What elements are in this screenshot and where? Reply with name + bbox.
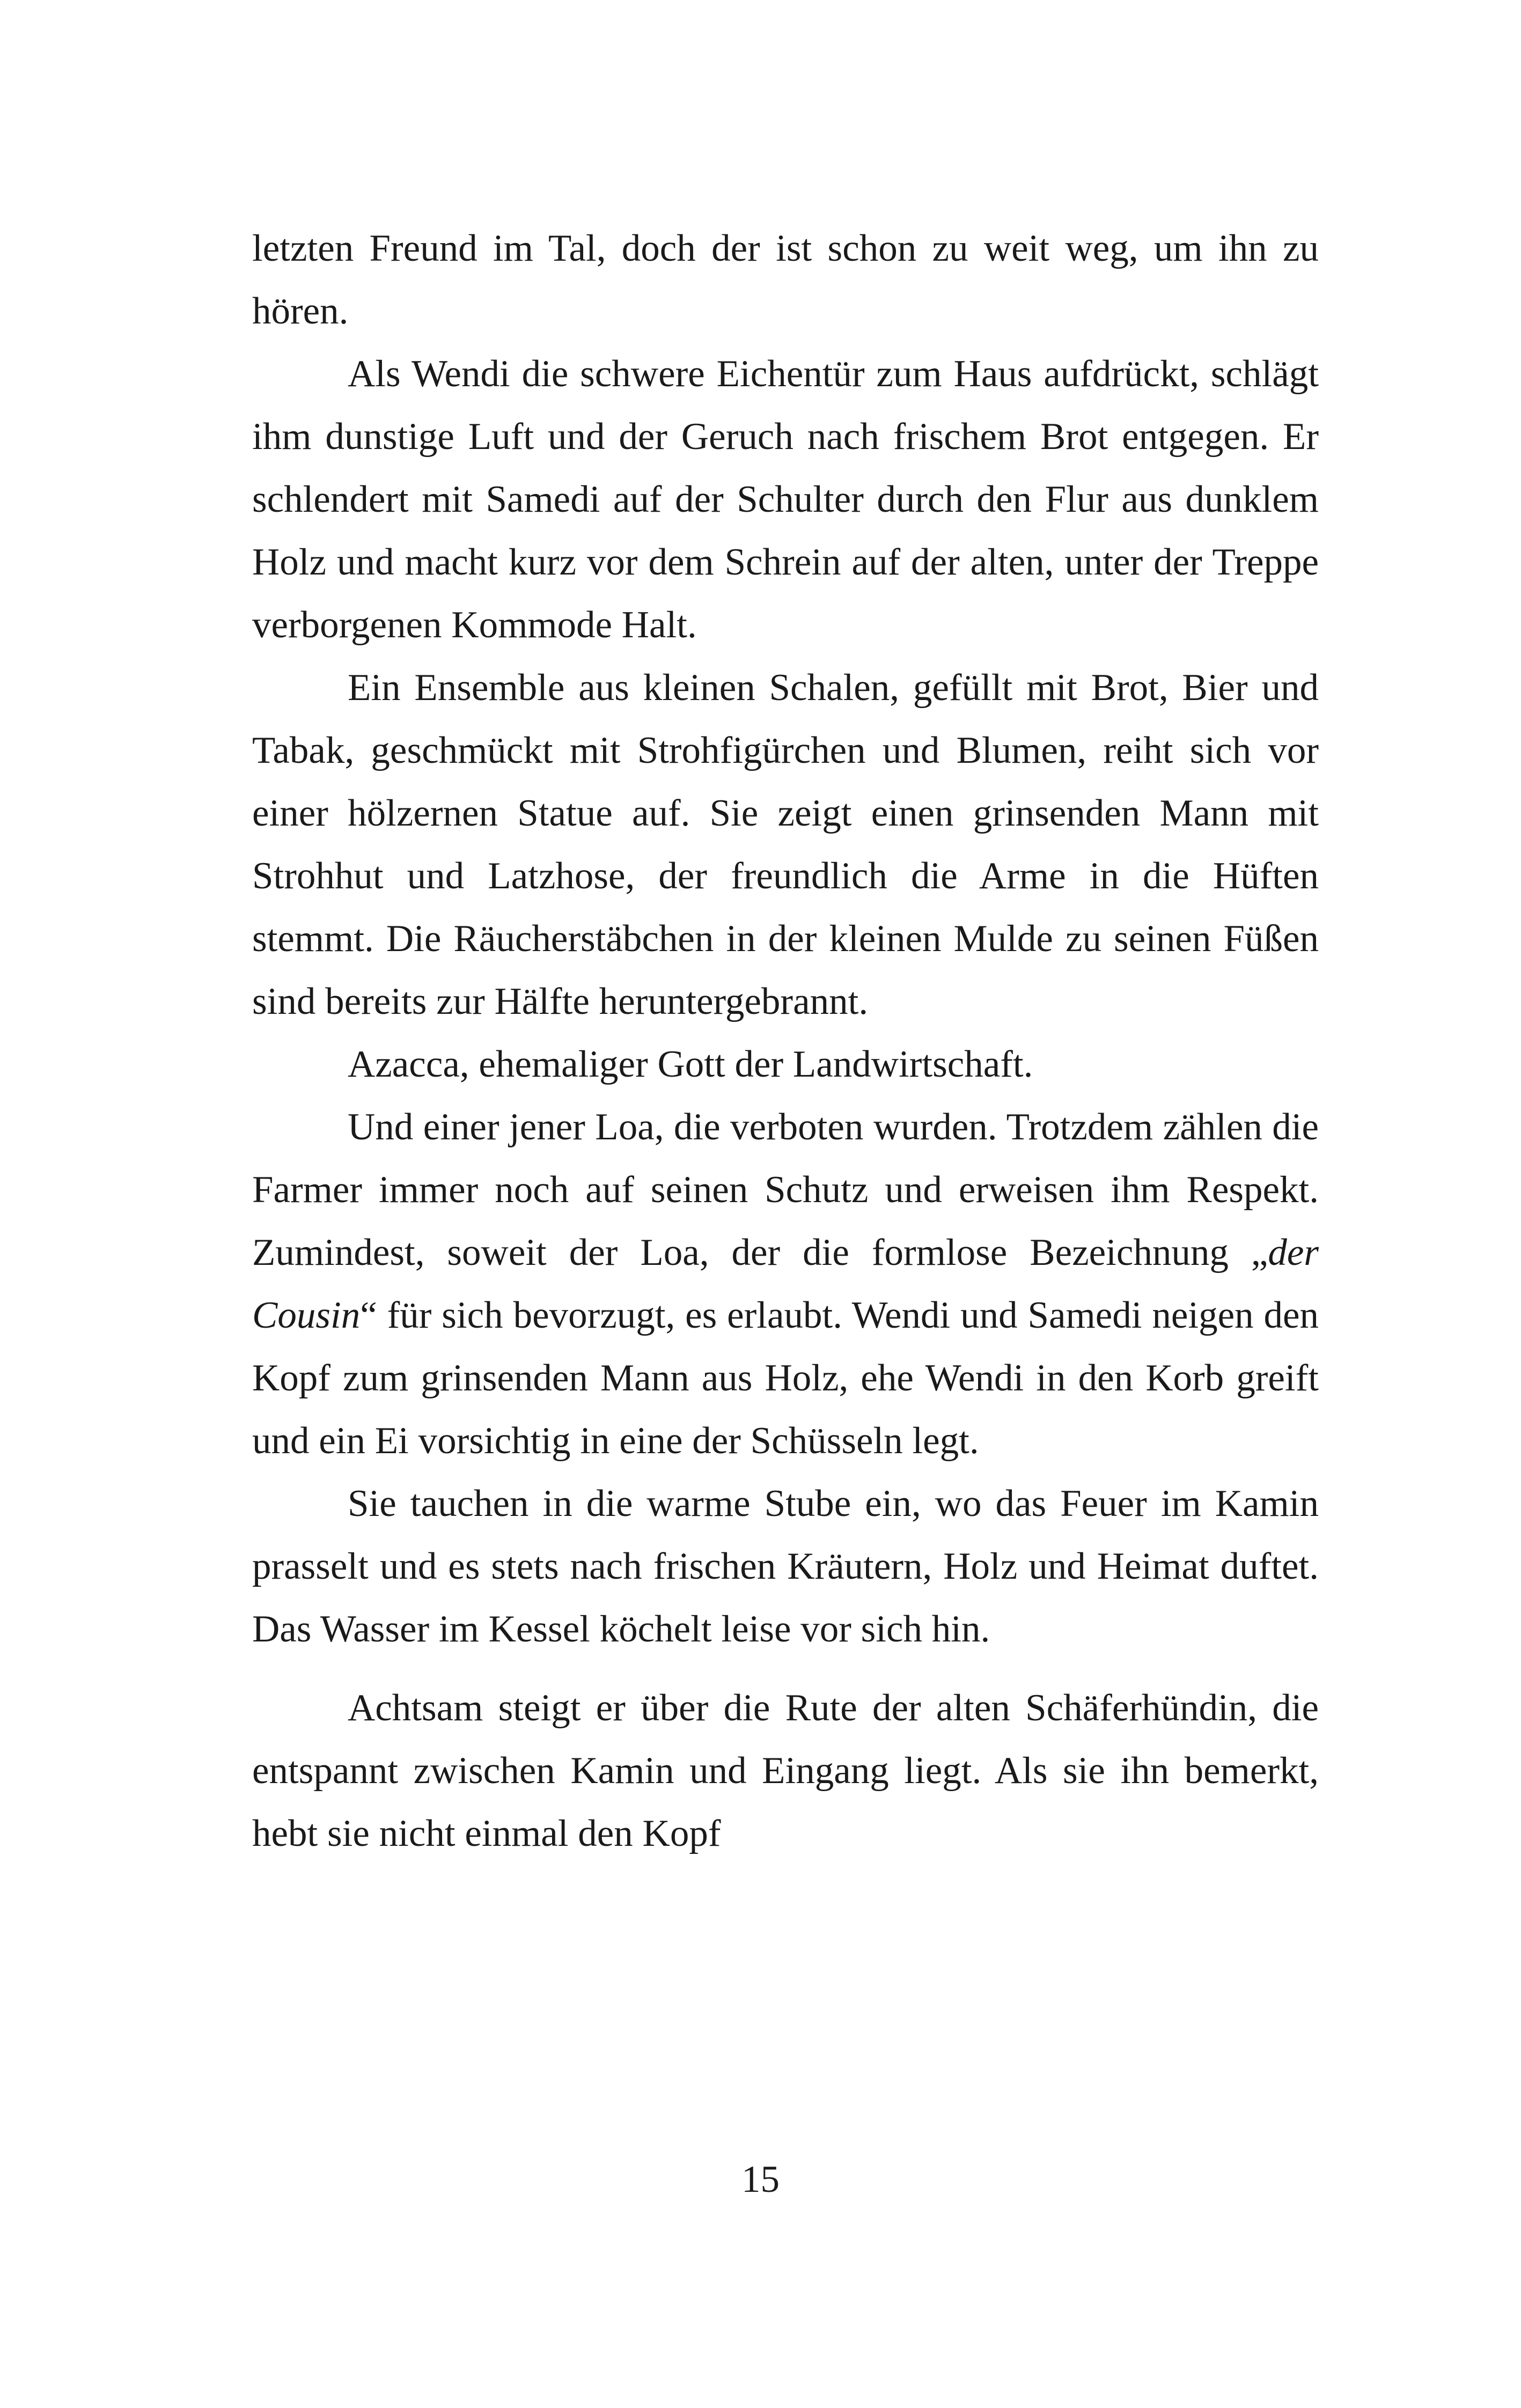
paragraph-7: Achtsam steigt er über die Rute der alten Schäferhündin, die entspannt zwischen Kamin und Eingang liegt. Als sie ihn bemerkt, hebt sie nicht einmal den Kopf bbox=[252, 1687, 1319, 1854]
paragraph-5 bbox=[252, 1096, 1319, 1472]
paragraph-5-end: “ für sich bevorzugt, es erlaubt. Wendi und Samedi neigen den Kopf zum grinsenden Mann aus Holz, ehe Wendi in den Korb greift und ein Ei vorsichtig in eine der Schüsseln legt. bbox=[252, 1294, 1319, 1462]
paragraph-4: Azacca, ehemaliger Gott der Landwirtschaft. bbox=[348, 1043, 1033, 1085]
body-text bbox=[252, 217, 1319, 1865]
paragraph-5-start: Und einer jener Loa, die verboten wurden. Trotzdem zählen die Farmer immer noch auf seinen Schutz und erweisen ihm Respekt. Zumindest, soweit der Loa, der die formlose Bezeichnung „ bbox=[252, 1106, 1319, 1273]
paragraph-3: Ein Ensemble aus kleinen Schalen, gefüllt mit Brot, Bier und Tabak, geschmückt mit Strohfigürchen und Blumen, reiht sich vor einer hölzernen Statue auf. Sie zeigt einen grinsenden Mann mit Strohhut und Latzhose, der freundlich die Arme in die Hüften stemmt. Die Räucherstäbchen in der kleinen Mulde zu seinen Füßen sind bereits zur Hälfte heruntergebrannt. bbox=[252, 667, 1319, 1022]
paragraph-2: Als Wendi die schwere Eichentür zum Haus aufdrückt, schlägt ihm dunstige Luft und der Geruch nach frischem Brot entgegen. Er schlendert mit Samedi auf der Schulter durch den Flur aus dunklem Holz und macht kurz vor dem Schrein auf der alten, unter der Treppe verborgenen Kommode Halt. bbox=[252, 353, 1319, 646]
paragraph-5-italic: der Cousin bbox=[252, 1232, 1319, 1336]
paragraph-6: Sie tauchen in die warme Stube ein, wo das Feuer im Kamin prasselt und es stets nach frischen Kräutern, Holz und Heimat duftet. Das Wasser im Kessel köchelt leise vor sich hin. bbox=[252, 1483, 1319, 1650]
page-number: 15 bbox=[741, 2159, 780, 2200]
paragraph-1: letzten Freund im Tal, doch der ist schon zu weit weg, um ihn zu hören. bbox=[252, 227, 1319, 332]
